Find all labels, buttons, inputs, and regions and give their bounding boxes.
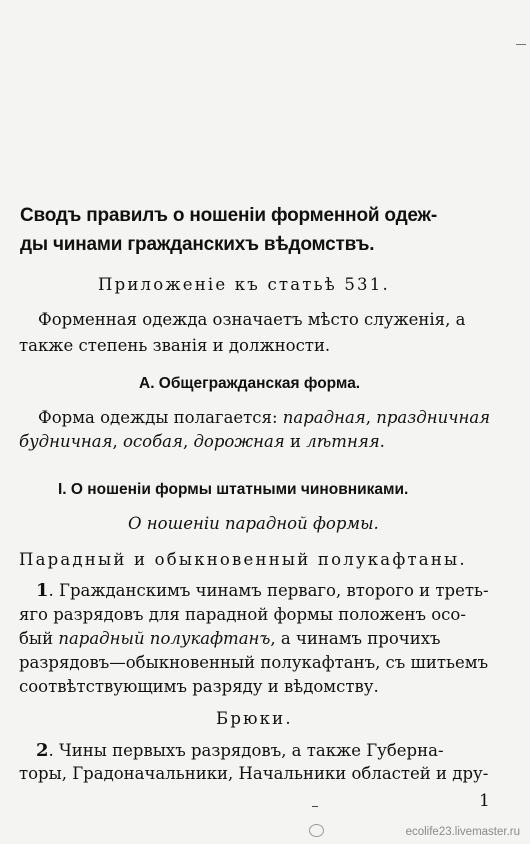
text-span: , [112, 432, 123, 451]
text-span: , [365, 408, 377, 427]
text-span: . [379, 432, 385, 451]
section-a-line-1 [38, 408, 490, 427]
intro-line-2: также степень званія и должности. [19, 336, 331, 355]
paragraph-number: 2 [36, 740, 49, 761]
italic-term: праздничная [376, 408, 491, 427]
edge-mark [516, 44, 526, 45]
para-1-line-4: разрядовъ—обыкновенный полукафтанъ, съ шитьемъ [19, 653, 489, 672]
clothing-heading: Парадный и обыкновенный полукафтаны. [19, 550, 467, 569]
italic-term: будничная [19, 432, 113, 451]
text-span: Форма одежды полагается: [38, 408, 283, 427]
trousers-heading: Брюки. [216, 709, 293, 728]
text-span: . Гражданскимъ чинамъ перваго, второго и треть- [48, 581, 489, 600]
page-number: 1 [479, 791, 490, 811]
print-dash [312, 806, 318, 807]
para-1-line-1 [36, 580, 489, 601]
watermark-logo-icon [309, 824, 324, 837]
para-2-line-2: торы, Градоначальники, Начальники областей и дру- [19, 764, 489, 783]
para-2-line-1 [36, 740, 444, 761]
text-span: и [284, 432, 307, 451]
para-1-line-3 [19, 629, 441, 648]
text-span: , а чинамъ прочихъ [270, 629, 441, 648]
section-a-heading: А. Общегражданская форма. [139, 375, 361, 392]
italic-term: дорожная [193, 432, 285, 451]
section-1-subheading: О ношеніи парадной формы. [128, 514, 379, 533]
italic-term: парадная [282, 408, 366, 427]
section-1-heading: I. О ношеніи формы штатными чиновниками. [58, 481, 409, 498]
paragraph-number: 1 [36, 580, 49, 601]
watermark: ecolife23.livemaster.ru [405, 826, 520, 838]
document-title-line-1: Сводъ правилъ о ношеніи форменной одеж- [20, 205, 437, 226]
italic-term: особая [123, 432, 183, 451]
italic-term: лѣтняя [306, 432, 380, 451]
intro-line-1: Форменная одежда означаетъ мѣсто служенія, а [38, 310, 466, 329]
para-1-line-2: яго разрядовъ для парадной формы положенъ осо- [19, 605, 466, 624]
subtitle: Приложеніе къ статьѣ 531. [98, 275, 390, 294]
text-span: . Чины первыхъ разрядовъ, а также Губерна- [48, 741, 444, 760]
document-title-line-2: ды чинами гражданскихъ вѣдомствъ. [20, 234, 375, 255]
para-1-line-5: соотвѣтствующимъ разряду и вѣдомству. [19, 677, 379, 696]
section-a-line-2 [19, 432, 385, 451]
text-span: бый [19, 629, 59, 648]
text-span: , [182, 432, 194, 451]
italic-term: парадный полукафтанъ [58, 629, 271, 648]
